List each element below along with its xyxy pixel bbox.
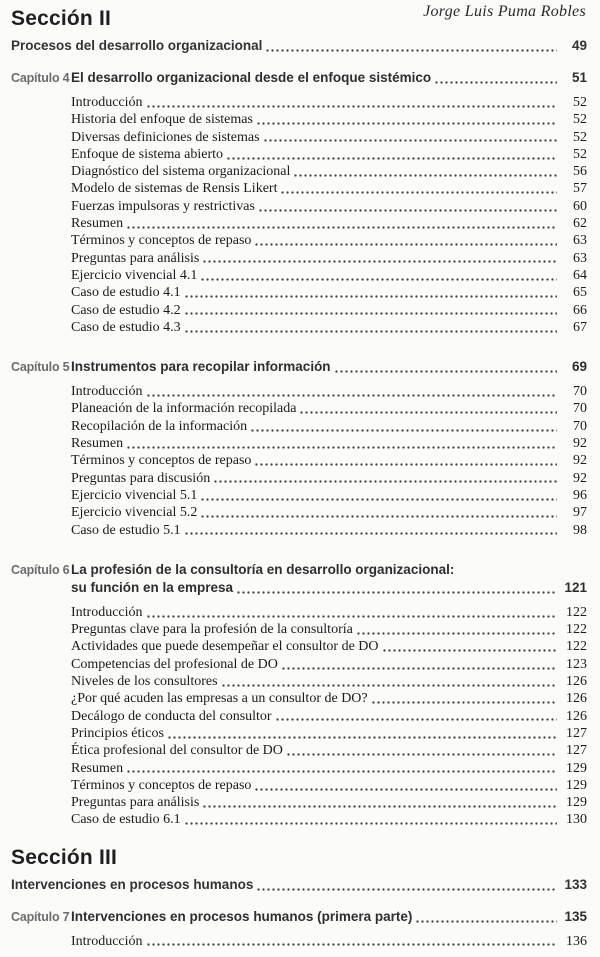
toc-item	[71, 146, 587, 163]
toc-item	[71, 504, 587, 521]
toc-section	[11, 845, 587, 950]
entry-title: Resumen	[71, 436, 124, 452]
page-number: 63	[573, 233, 587, 249]
toc-item	[71, 638, 587, 655]
dot-leader	[256, 111, 557, 128]
page-number: 56	[573, 164, 587, 180]
page-number: 64	[573, 267, 587, 283]
entry-title: Instrumentos para recopilar información	[71, 359, 331, 375]
dot-leader	[167, 725, 557, 742]
page-number: 121	[564, 579, 587, 595]
page-number: 97	[573, 505, 587, 521]
page-number: 133	[564, 876, 587, 892]
entry-title: Fuerzas impulsoras y restrictivas	[71, 198, 255, 214]
page-number: 122	[566, 622, 587, 638]
page-number: 52	[573, 112, 587, 128]
toc-section	[11, 6, 587, 829]
dot-leader	[202, 794, 557, 811]
section-toc-entry	[11, 876, 587, 894]
chapter-entry	[11, 69, 587, 336]
dot-leader	[146, 383, 557, 400]
dot-leader	[184, 284, 557, 301]
entry-title: Términos y conceptos de repaso	[71, 233, 252, 249]
dot-leader	[299, 400, 557, 417]
dot-leader	[250, 418, 557, 435]
page-number: 69	[571, 359, 587, 375]
chapter-label: Capítulo 5	[11, 360, 70, 375]
toc-item	[71, 198, 587, 215]
dot-leader	[184, 811, 557, 828]
entry-title: Historia del enfoque de sistemas	[71, 112, 253, 128]
toc-item	[71, 742, 587, 759]
entry-title: Ejercicio vivencial 5.1	[71, 487, 198, 503]
entry-title: ¿Por qué acuden las empresas a un consultor de DO?	[71, 691, 368, 707]
page-number: 122	[566, 639, 587, 655]
page-number: 129	[566, 777, 587, 793]
toc-item	[71, 302, 587, 319]
toc-item	[71, 319, 587, 336]
chapter-title-line	[71, 579, 587, 597]
entry-title: Caso de estudio 4.2	[71, 302, 181, 318]
entry-title: Decálogo de conducta del consultor	[71, 708, 272, 724]
entry-title: Principios éticos	[71, 725, 164, 741]
dot-leader	[146, 933, 557, 950]
entry-title: Ejercicio vivencial 5.2	[71, 505, 198, 521]
toc-item	[71, 452, 587, 469]
page-number: 92	[573, 470, 587, 486]
dot-leader	[286, 742, 557, 759]
toc-item	[71, 725, 587, 742]
page-number: 49	[571, 38, 587, 53]
chapter-label: Capítulo 4	[11, 71, 70, 85]
toc-item	[71, 163, 587, 180]
toc-item	[71, 673, 587, 690]
entry-title: su función en la empresa	[71, 579, 234, 595]
dot-leader	[334, 358, 557, 376]
toc-item	[71, 94, 587, 111]
dot-leader	[184, 302, 557, 319]
page-number: 67	[573, 319, 587, 335]
page-number: 66	[573, 302, 587, 318]
entry-title: Ejercicio vivencial 4.1	[71, 267, 198, 283]
entry-title: Preguntas para discusión	[71, 470, 211, 486]
section-heading: Sección II	[11, 7, 112, 30]
dot-leader	[281, 656, 557, 673]
toc-item	[71, 794, 587, 811]
dot-leader	[146, 604, 557, 621]
dot-leader	[200, 487, 557, 504]
dot-leader	[254, 452, 557, 469]
page-number: 126	[566, 674, 587, 690]
entry-title: Enfoque de sistema abierto	[71, 146, 224, 162]
chapter-list	[11, 908, 587, 950]
page-number: 62	[573, 216, 587, 232]
page-number: 70	[573, 384, 587, 400]
dot-leader	[202, 250, 557, 267]
toc-item	[71, 232, 587, 249]
dot-leader	[263, 129, 557, 146]
page-number: 130	[566, 812, 587, 828]
entry-title: Resumen	[71, 216, 124, 232]
dot-leader	[293, 163, 557, 180]
entry-title: El desarrollo organizacional desde el enfoque sistémico	[71, 70, 432, 85]
entry-title: Caso de estudio 6.1	[71, 812, 181, 828]
chapter-title-line	[71, 358, 587, 376]
dot-leader	[184, 522, 557, 539]
dot-leader	[200, 267, 557, 284]
dot-leader	[280, 180, 557, 197]
chapter-heading	[11, 358, 587, 376]
toc-item	[71, 215, 587, 232]
chapter-title	[71, 358, 587, 376]
entry-title: Términos y conceptos de repaso	[71, 453, 252, 469]
entry-title: Ética profesional del consultor de DO	[71, 743, 283, 759]
page-number: 70	[573, 401, 587, 417]
page-number: 123	[566, 656, 587, 672]
running-head-author: Jorge Luis Puma Robles	[423, 3, 586, 20]
entry-title: Competencias del profesional de DO	[71, 656, 278, 672]
toc-item	[71, 111, 587, 128]
table-of-contents	[11, 6, 587, 950]
toc-item	[71, 487, 587, 504]
page-number: 136	[566, 933, 587, 949]
chapter-heading	[11, 69, 587, 87]
entry-title: Intervenciones en procesos humanos	[11, 876, 254, 892]
entry-title: Caso de estudio 4.3	[71, 319, 181, 335]
dot-leader	[356, 621, 557, 638]
toc-item	[71, 604, 587, 621]
toc-item	[71, 400, 587, 417]
chapter-entry	[11, 908, 587, 950]
entry-title: Resumen	[71, 760, 124, 776]
page-number: 122	[566, 604, 587, 620]
chapter-items	[71, 383, 587, 539]
page-number: 126	[566, 708, 587, 724]
toc-item	[71, 383, 587, 400]
page-number: 126	[566, 691, 587, 707]
chapter-heading	[11, 561, 587, 597]
entry-title: Introducción	[71, 604, 143, 620]
toc-item	[71, 129, 587, 146]
entry-title: Caso de estudio 4.1	[71, 285, 181, 301]
toc-item	[71, 656, 587, 673]
section-heading: Sección III	[11, 845, 118, 869]
page-number: 92	[573, 453, 587, 469]
dot-leader	[126, 760, 557, 777]
toc-item	[71, 690, 587, 707]
toc-item	[71, 284, 587, 301]
toc-item	[71, 621, 587, 638]
chapter-items	[71, 94, 587, 336]
entry-title: Procesos del desarrollo organizacional	[11, 38, 263, 53]
entry-title: Introducción	[71, 933, 143, 949]
dot-leader	[382, 638, 557, 655]
page-number: 57	[573, 181, 587, 197]
chapter-title	[71, 908, 587, 926]
page-number: 70	[573, 418, 587, 434]
toc-item	[71, 470, 587, 487]
entry-title: Preguntas para análisis	[71, 250, 200, 266]
entry-title: Términos y conceptos de repaso	[71, 777, 252, 793]
chapter-label: Capítulo 7	[11, 909, 70, 924]
toc-item	[71, 933, 587, 950]
page-number: 52	[573, 146, 587, 162]
dot-leader	[221, 673, 557, 690]
dot-leader	[226, 146, 557, 163]
chapter-title	[71, 561, 587, 597]
page-number: 51	[571, 70, 587, 85]
chapter-items	[71, 604, 587, 829]
chapter-items	[71, 933, 587, 950]
page-number: 135	[564, 908, 587, 924]
chapter-title-line	[71, 908, 587, 926]
page-number: 60	[573, 198, 587, 214]
dot-leader	[415, 908, 557, 926]
dot-leader	[275, 708, 557, 725]
chapter-heading	[11, 908, 587, 926]
page-number: 98	[573, 522, 587, 538]
entry-title: Introducción	[71, 384, 143, 400]
entry-title: Preguntas clave para la profesión de la consultoría	[71, 622, 353, 638]
page-number: 52	[573, 129, 587, 145]
dot-leader	[200, 504, 557, 521]
entry-title: Niveles de los consultores	[71, 674, 218, 690]
dot-leader	[258, 198, 557, 215]
entry-title: Diagnóstico del sistema organizacional	[71, 164, 291, 180]
dot-leader	[213, 470, 557, 487]
dot-leader	[126, 215, 557, 232]
dot-leader	[265, 37, 557, 55]
entry-title: Actividades que puede desempeñar el consultor de DO	[71, 639, 379, 655]
page-number: 129	[566, 795, 587, 811]
toc-item	[71, 435, 587, 452]
toc-item	[71, 250, 587, 267]
toc-item	[71, 708, 587, 725]
chapter-title-line: La profesión de la consultoría en desarrollo organizacional:	[71, 561, 455, 577]
toc-item	[71, 760, 587, 777]
entry-title: Introducción	[71, 95, 143, 110]
entry-title: Caso de estudio 5.1	[71, 522, 181, 538]
page-number: 127	[566, 725, 587, 741]
dot-leader	[434, 69, 557, 87]
dot-leader	[146, 94, 557, 111]
dot-leader	[371, 690, 557, 707]
dot-leader	[254, 777, 557, 794]
entry-title: Preguntas para análisis	[71, 795, 200, 811]
page-number: 96	[573, 487, 587, 503]
page-number: 127	[566, 743, 587, 759]
chapter-label: Capítulo 6	[11, 562, 70, 577]
entry-title: Modelo de sistemas de Rensis Likert	[71, 181, 278, 197]
dot-leader	[236, 579, 557, 597]
chapter-title-line	[71, 69, 587, 87]
dot-leader	[256, 876, 557, 894]
toc-item	[71, 811, 587, 828]
page-number: 63	[573, 250, 587, 266]
entry-title: Recopilación de la información	[71, 418, 248, 434]
toc-item	[71, 267, 587, 284]
toc-item	[71, 777, 587, 794]
entry-title: Diversas definiciones de sistemas	[71, 129, 260, 145]
toc-item	[71, 180, 587, 197]
chapter-entry	[11, 358, 587, 539]
toc-item	[71, 418, 587, 435]
dot-leader	[126, 435, 557, 452]
chapter-list	[11, 69, 587, 829]
page-number: 92	[573, 436, 587, 452]
section-toc-entry	[11, 37, 587, 55]
dot-leader	[254, 232, 557, 249]
chapter-title	[71, 69, 587, 87]
entry-title: Intervenciones en procesos humanos (primera parte)	[71, 908, 413, 924]
dot-leader	[184, 319, 557, 336]
toc-item	[71, 522, 587, 539]
page-number: 52	[573, 95, 587, 110]
entry-title: Planeación de la información recopilada	[71, 401, 297, 417]
page-number: 129	[566, 760, 587, 776]
chapter-entry	[11, 561, 587, 829]
page-number: 65	[573, 285, 587, 301]
